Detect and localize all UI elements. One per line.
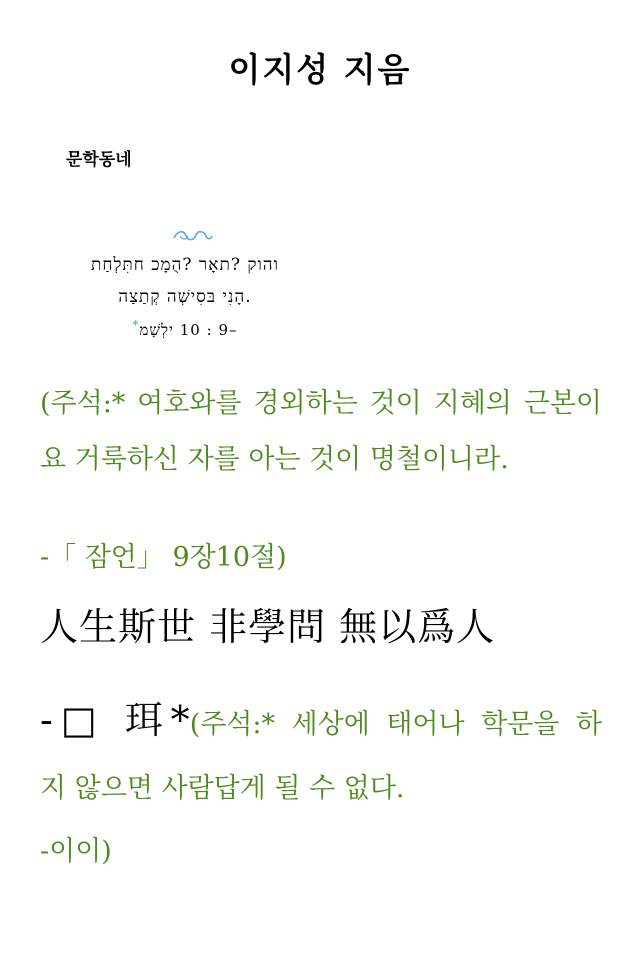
annotation-yiyi-text: (주석:* 세상에 태어나 학문을 하 [189, 709, 602, 740]
hanja-quote: 人生斯世 非學問 無以爲人 [40, 605, 496, 649]
hebrew-verse-reference [60, 318, 310, 340]
yiyi-name-marker: -□ 珥* [40, 698, 190, 742]
annotation-proverbs: (주석:* 여호와를 경외하는 것이 지혜의 근본이요 거룩하신 자를 아는 것이 명철이니라. [40, 388, 602, 475]
footnote-marker: * [132, 318, 140, 332]
yiyi-reference: -이이) [40, 836, 112, 867]
flourish-ornament-icon [170, 226, 214, 246]
hebrew-ref-text: –9 : 10 ילְשָׁמ [139, 321, 238, 339]
annotation-yiyi-line-2: 지 않으면 사람답게 될 수 없다. [40, 773, 405, 804]
hebrew-verse-line-1: והוק ?תאָר ?הֻמָכ חתִּלְחַת [91, 255, 279, 275]
author-title: 이지성 지음 [228, 50, 412, 89]
hebrew-verse-line-2: .הָנִי בּסִישְׁה קְתַצַה [118, 287, 252, 307]
publisher-name: 문학동네 [66, 150, 132, 170]
annotation-yiyi-line-1 [40, 688, 602, 757]
proverbs-reference: -「 잠언」 9장10절) [40, 542, 287, 573]
